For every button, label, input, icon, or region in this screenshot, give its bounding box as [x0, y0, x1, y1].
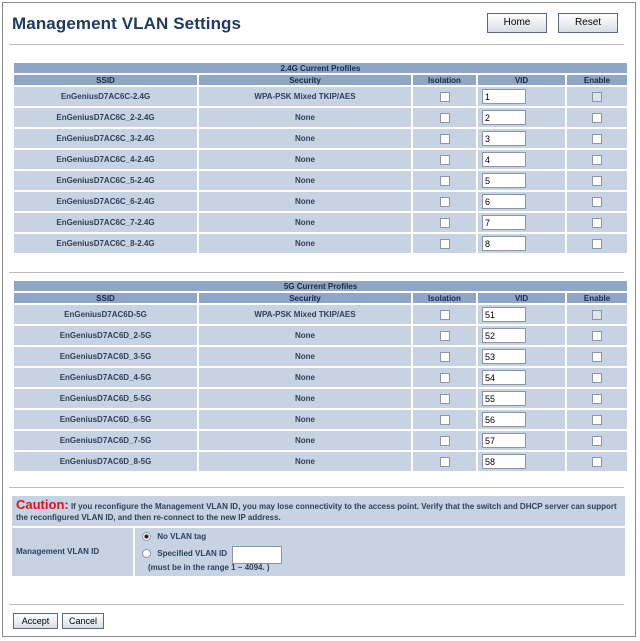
specified-vlan-radio[interactable]: [142, 549, 151, 558]
vid-input[interactable]: [482, 131, 526, 146]
specified-vlan-option[interactable]: [142, 549, 227, 558]
isolation-cell: [413, 192, 476, 211]
profile-5g-row: [14, 326, 627, 345]
vid-cell: [478, 192, 565, 211]
vid-cell: [478, 410, 565, 429]
no-vlan-tag-option[interactable]: [142, 532, 206, 541]
vlan-range-note: (must be in the range 1 ~ 4094. ): [148, 563, 270, 572]
enable-checkbox[interactable]: [592, 415, 602, 425]
isolation-checkbox[interactable]: [440, 218, 450, 228]
isolation-checkbox[interactable]: [440, 310, 450, 320]
security-cell: None: [199, 129, 411, 148]
specified-vlan-input[interactable]: [232, 546, 282, 564]
profile-5g-row: [14, 305, 627, 324]
enable-checkbox[interactable]: [592, 239, 602, 249]
vid-input[interactable]: [482, 89, 526, 104]
profile-24g-row: [14, 192, 627, 211]
isolation-checkbox[interactable]: [440, 373, 450, 383]
enable-cell: [567, 150, 627, 169]
isolation-checkbox[interactable]: [440, 176, 450, 186]
enable-checkbox[interactable]: [592, 155, 602, 165]
cancel-button[interactable]: Cancel: [62, 613, 104, 629]
col-enable: Enable: [567, 293, 627, 303]
security-cell: None: [199, 431, 411, 450]
profiles-24g-table: [12, 61, 629, 255]
vid-input[interactable]: [482, 349, 526, 364]
profile-24g-row: [14, 129, 627, 148]
enable-checkbox[interactable]: [592, 394, 602, 404]
reset-button[interactable]: Reset: [558, 13, 618, 33]
divider-mid: [9, 272, 624, 273]
isolation-cell: [413, 305, 476, 324]
ssid-cell: EnGeniusD7AC6C_7-2.4G: [14, 213, 197, 232]
profile-24g-row: [14, 87, 627, 106]
col-enable: Enable: [567, 75, 627, 85]
col-ssid: SSID: [14, 293, 197, 303]
vid-input[interactable]: [482, 236, 526, 251]
enable-cell: [567, 347, 627, 366]
mgmt-vlan-options: [135, 528, 625, 576]
isolation-checkbox[interactable]: [440, 394, 450, 404]
ssid-cell: EnGeniusD7AC6C_6-2.4G: [14, 192, 197, 211]
ssid-cell: EnGeniusD7AC6C_2-2.4G: [14, 108, 197, 127]
enable-checkbox[interactable]: [592, 352, 602, 362]
isolation-cell: [413, 150, 476, 169]
vid-cell: [478, 389, 565, 408]
ssid-cell: EnGeniusD7AC6D_8-5G: [14, 452, 197, 471]
ssid-cell: EnGeniusD7AC6C-2.4G: [14, 87, 197, 106]
vid-input[interactable]: [482, 194, 526, 209]
profile-24g-row: [14, 108, 627, 127]
vid-cell: [478, 452, 565, 471]
vid-input[interactable]: [482, 370, 526, 385]
vid-cell: [478, 347, 565, 366]
isolation-checkbox[interactable]: [440, 134, 450, 144]
profile-5g-row: [14, 368, 627, 387]
enable-cell: [567, 192, 627, 211]
ssid-cell: EnGeniusD7AC6C_5-2.4G: [14, 171, 197, 190]
vid-cell: [478, 87, 565, 106]
isolation-cell: [413, 410, 476, 429]
enable-cell: [567, 305, 627, 324]
profile-24g-row: [14, 234, 627, 253]
profile-24g-row: [14, 150, 627, 169]
caution-box: [12, 496, 625, 526]
col-security: Security: [199, 75, 411, 85]
isolation-cell: [413, 108, 476, 127]
col-vid: VID: [478, 75, 565, 85]
isolation-checkbox[interactable]: [440, 331, 450, 341]
security-cell: None: [199, 347, 411, 366]
no-vlan-tag-radio[interactable]: [142, 532, 151, 541]
enable-cell: [567, 431, 627, 450]
home-button[interactable]: Home: [487, 13, 547, 33]
ssid-cell: EnGeniusD7AC6D_5-5G: [14, 389, 197, 408]
accept-button[interactable]: Accept: [13, 613, 58, 629]
profile-24g-row: [14, 171, 627, 190]
enable-cell: [567, 326, 627, 345]
vid-input[interactable]: [482, 307, 526, 322]
vid-cell: [478, 108, 565, 127]
security-cell: None: [199, 368, 411, 387]
security-cell: None: [199, 452, 411, 471]
security-cell: None: [199, 171, 411, 190]
vid-input[interactable]: [482, 152, 526, 167]
specified-vlan-label: Specified VLAN ID: [157, 549, 228, 558]
ssid-cell: EnGeniusD7AC6C_8-2.4G: [14, 234, 197, 253]
profile-5g-row: [14, 452, 627, 471]
isolation-cell: [413, 452, 476, 471]
col-isolation: Isolation: [413, 75, 476, 85]
isolation-checkbox[interactable]: [440, 113, 450, 123]
enable-cell: [567, 213, 627, 232]
ssid-cell: EnGeniusD7AC6C_3-2.4G: [14, 129, 197, 148]
profiles-5g-caption: 5G Current Profiles: [14, 281, 627, 291]
security-cell: None: [199, 213, 411, 232]
vid-cell: [478, 234, 565, 253]
vid-cell: [478, 150, 565, 169]
profile-24g-row: [14, 213, 627, 232]
enable-checkbox[interactable]: [592, 197, 602, 207]
enable-checkbox[interactable]: [592, 218, 602, 228]
isolation-cell: [413, 389, 476, 408]
vid-cell: [478, 368, 565, 387]
enable-checkbox[interactable]: [592, 373, 602, 383]
mgmt-vlan-label: Management VLAN ID: [12, 528, 133, 576]
security-cell: WPA-PSK Mixed TKIP/AES: [199, 87, 411, 106]
isolation-checkbox[interactable]: [440, 415, 450, 425]
caution-text: If you reconfigure the Management VLAN ID, you may lose connectivity to the access point. Verify that the switch and DHCP server can support the reconfigured VLAN ID, and then re-connect to the new IP address.: [16, 502, 617, 522]
enable-checkbox[interactable]: [592, 134, 602, 144]
enable-cell: [567, 452, 627, 471]
ssid-cell: EnGeniusD7AC6C_4-2.4G: [14, 150, 197, 169]
isolation-checkbox[interactable]: [440, 457, 450, 467]
ssid-cell: EnGeniusD7AC6D_6-5G: [14, 410, 197, 429]
security-cell: None: [199, 389, 411, 408]
enable-cell: [567, 410, 627, 429]
vid-cell: [478, 171, 565, 190]
vid-input[interactable]: [482, 173, 526, 188]
col-isolation: Isolation: [413, 293, 476, 303]
vid-input[interactable]: [482, 391, 526, 406]
col-ssid: SSID: [14, 75, 197, 85]
ssid-cell: EnGeniusD7AC6D_3-5G: [14, 347, 197, 366]
security-cell: None: [199, 108, 411, 127]
enable-checkbox[interactable]: [592, 436, 602, 446]
isolation-cell: [413, 234, 476, 253]
divider-footer: [9, 604, 624, 605]
ssid-cell: EnGeniusD7AC6D_7-5G: [14, 431, 197, 450]
caution-label: Caution:: [16, 497, 69, 512]
vid-input[interactable]: [482, 215, 526, 230]
security-cell: None: [199, 410, 411, 429]
isolation-cell: [413, 347, 476, 366]
security-cell: None: [199, 150, 411, 169]
isolation-cell: [413, 129, 476, 148]
security-cell: WPA-PSK Mixed TKIP/AES: [199, 305, 411, 324]
profile-5g-row: [14, 347, 627, 366]
enable-cell: [567, 234, 627, 253]
col-security: Security: [199, 293, 411, 303]
enable-cell: [567, 389, 627, 408]
col-vid: VID: [478, 293, 565, 303]
divider-top: [9, 44, 624, 45]
ssid-cell: EnGeniusD7AC6D_4-5G: [14, 368, 197, 387]
enable-checkbox[interactable]: [592, 310, 602, 320]
no-vlan-tag-label: No VLAN tag: [157, 532, 207, 541]
profile-5g-row: [14, 389, 627, 408]
isolation-cell: [413, 326, 476, 345]
enable-checkbox[interactable]: [592, 113, 602, 123]
profiles-24g-caption: 2.4G Current Profiles: [14, 63, 627, 73]
vid-cell: [478, 213, 565, 232]
ssid-cell: EnGeniusD7AC6D_2-5G: [14, 326, 197, 345]
enable-checkbox[interactable]: [592, 176, 602, 186]
page-title: Management VLAN Settings: [12, 14, 242, 33]
enable-cell: [567, 171, 627, 190]
isolation-cell: [413, 171, 476, 190]
enable-checkbox[interactable]: [592, 92, 602, 102]
enable-cell: [567, 108, 627, 127]
isolation-checkbox[interactable]: [440, 352, 450, 362]
isolation-checkbox[interactable]: [440, 239, 450, 249]
isolation-checkbox[interactable]: [440, 155, 450, 165]
security-cell: None: [199, 234, 411, 253]
enable-cell: [567, 368, 627, 387]
isolation-cell: [413, 431, 476, 450]
vid-input[interactable]: [482, 433, 526, 448]
vid-input[interactable]: [482, 412, 526, 427]
vid-input[interactable]: [482, 454, 526, 469]
profile-5g-row: [14, 410, 627, 429]
profile-5g-row: [14, 431, 627, 450]
isolation-cell: [413, 213, 476, 232]
isolation-cell: [413, 368, 476, 387]
isolation-checkbox[interactable]: [440, 436, 450, 446]
divider-bottom: [9, 487, 624, 488]
security-cell: None: [199, 326, 411, 345]
enable-cell: [567, 129, 627, 148]
enable-checkbox[interactable]: [592, 457, 602, 467]
enable-cell: [567, 87, 627, 106]
isolation-checkbox[interactable]: [440, 92, 450, 102]
isolation-cell: [413, 87, 476, 106]
vid-cell: [478, 431, 565, 450]
vid-cell: [478, 305, 565, 324]
vid-input[interactable]: [482, 110, 526, 125]
vid-cell: [478, 129, 565, 148]
enable-checkbox[interactable]: [592, 331, 602, 341]
security-cell: None: [199, 192, 411, 211]
profiles-5g-table: [12, 279, 629, 473]
vid-input[interactable]: [482, 328, 526, 343]
isolation-checkbox[interactable]: [440, 197, 450, 207]
vid-cell: [478, 326, 565, 345]
ssid-cell: EnGeniusD7AC6D-5G: [14, 305, 197, 324]
